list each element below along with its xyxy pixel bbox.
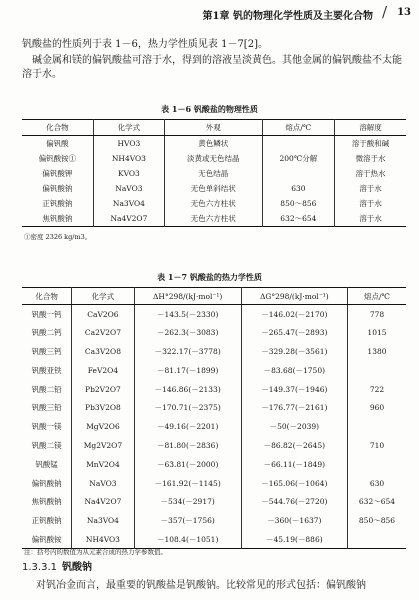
table-cell: 1380: [347, 342, 406, 361]
table-cell: 无色六方柱状: [164, 211, 262, 226]
table-cell: [347, 361, 406, 380]
section-title: 钒酸钠: [62, 562, 92, 573]
table-row: [22, 380, 406, 399]
table-row: [22, 474, 406, 493]
table1-header-cell: 外观: [164, 120, 262, 136]
table-cell: 溶于水: [335, 181, 406, 196]
table1-note: ①密度 2326 kg/m3。: [24, 233, 92, 241]
table-cell: NH4VO3: [93, 151, 164, 166]
table-cell: 钒酸锰: [35, 459, 58, 469]
table-cell: [262, 136, 335, 151]
table-cell: 960: [347, 398, 406, 417]
table-cell: 正钒酸钠: [42, 199, 73, 209]
table-cell: －176.77(－2161): [241, 398, 347, 417]
table-cell: 溶于热水: [335, 166, 406, 181]
table2-header-cell: ΔG°298/(kJ·mol⁻¹): [241, 288, 347, 305]
table-cell: 偏钒酸钠: [42, 184, 73, 194]
table2-header-cell: 化学式: [72, 288, 134, 305]
table2-header-cell: ΔH°298/(kJ·mol⁻¹): [134, 288, 241, 305]
table-cell: －81.17(－1899): [134, 361, 241, 380]
table-cell: [262, 166, 335, 181]
table-cell: 偏钒酸钾: [42, 168, 73, 178]
table-cell: －63.81(－2000): [134, 455, 241, 474]
table2-header-cell: 化合物: [22, 288, 72, 305]
table-cell: 钒酸三钙: [31, 346, 62, 356]
table-row: [22, 211, 406, 226]
table-cell: 632～654: [262, 211, 335, 226]
table2-header-cell: 熔点/℃: [347, 288, 406, 305]
table-cell: 焦钒酸钠: [31, 497, 62, 507]
table-cell: 无色单斜结状: [164, 181, 262, 196]
table-thermo-properties: [22, 287, 406, 549]
table-physical-properties: [22, 119, 406, 227]
paragraph-sodium-vanadate: 对钒冶金而言，最重要的钒酸盐是钒酸钠。比较常见的形式包括：偏钒酸钠: [36, 580, 366, 591]
page-header: [0, 4, 419, 24]
table-cell: 钒酸三铅: [31, 403, 62, 413]
table2-caption: 表 1－7 钒酸盐的热力学性质: [157, 272, 262, 282]
paragraph-properties-ref: 钒酸盐的性质列于表 1－6，热力学性质见表 1－7[2]。: [22, 39, 268, 50]
table-cell: －265.47(－2893): [241, 323, 347, 342]
table-cell: 钒酸一钙: [31, 309, 62, 319]
table-cell: －534(－2917): [134, 492, 241, 511]
table-cell: 钒酸亚铁: [31, 365, 62, 375]
paragraph-solubility: 碱金属和镁的偏钒酸盐可溶于水，得到的溶液呈淡黄色。其他金属的偏钒酸盐不太能溶于水。: [22, 55, 402, 80]
chapter-title: 第1章 钒的物理化学性质及主要化合物: [202, 11, 373, 22]
table-cell: Pb2V2O7: [72, 380, 134, 399]
table-row: [22, 181, 406, 196]
table-cell: 溶于水: [335, 211, 406, 226]
table-cell: －165.06(－1064): [241, 474, 347, 493]
table-row: [22, 196, 406, 211]
table-cell: －86.82(－2645): [241, 436, 347, 455]
header-divider: /: [381, 3, 387, 21]
table-cell: 淡黄或无色结晶: [164, 151, 262, 166]
table-cell: －322.17(－3778): [134, 342, 241, 361]
table-row: [22, 305, 406, 324]
table-cell: 溶于酸和碱: [335, 136, 406, 151]
table-row: [22, 323, 406, 342]
table1-header-cell: 化合物: [22, 120, 93, 136]
table-cell: Ca3V2O8: [72, 342, 134, 361]
table-cell: NaVO3: [93, 181, 164, 196]
table-cell: －81.80(－2836): [134, 436, 241, 455]
table-cell: －143.5(－2330): [134, 305, 241, 324]
table-row: [22, 166, 406, 181]
table-cell: 630: [262, 181, 335, 196]
table-cell: MgV2O6: [72, 417, 134, 436]
table-cell: 黄色鳞状: [164, 136, 262, 151]
table-row: [22, 455, 406, 474]
table2-note: 注：括号内的数值为从元素合成的热力学参数值。: [24, 548, 167, 556]
table-cell: 钒酸二钙: [31, 328, 62, 338]
table-cell: 1015: [347, 323, 406, 342]
table-cell: 钒酸一镁: [31, 422, 62, 432]
table-cell: HVO3: [93, 136, 164, 151]
table-cell: 632～654: [347, 492, 406, 511]
table-cell: 200℃分解: [262, 151, 335, 166]
table-row: [22, 417, 406, 436]
table-cell: －146.86(－2133): [134, 380, 241, 399]
table-cell: －83.68(－1750): [241, 361, 347, 380]
table1-header-cell: 溶解度: [335, 120, 406, 136]
table-cell: [347, 530, 406, 549]
table-row: [22, 342, 406, 361]
table-cell: －262.3(－3083): [134, 323, 241, 342]
table-cell: KVO3: [93, 166, 164, 181]
table-cell: 正钒酸钠: [31, 516, 62, 526]
table-row: [22, 511, 406, 530]
table-cell: Na4V2O7: [72, 492, 134, 511]
table-cell: 无色结晶: [164, 166, 262, 181]
table-cell: 无色六方柱状: [164, 196, 262, 211]
table-cell: 778: [347, 305, 406, 324]
table-cell: Na4V2O7: [93, 211, 164, 226]
table-cell: 偏钒酸钠: [31, 478, 62, 488]
table-cell: －146.02(－2170): [241, 305, 347, 324]
section-number: 1.3.3.1: [22, 562, 57, 573]
table-cell: －149.37(－1946): [241, 380, 347, 399]
table-cell: －108.4(－1051): [134, 530, 241, 549]
table-row: [22, 361, 406, 380]
table-row: [22, 398, 406, 417]
table-cell: [347, 455, 406, 474]
table-row: [22, 436, 406, 455]
table-cell: 850～856: [347, 511, 406, 530]
table-cell: [347, 417, 406, 436]
table-row: [22, 492, 406, 511]
table-cell: －544.76(－2720): [241, 492, 347, 511]
table-cell: 钒酸二镁: [31, 440, 62, 450]
table-cell: 630: [347, 474, 406, 493]
table-cell: 722: [347, 380, 406, 399]
table-row: [22, 151, 406, 166]
table1-header-cell: 化学式: [93, 120, 164, 136]
table-cell: Pb3V2O8: [72, 398, 134, 417]
table-cell: NH4VO3: [72, 530, 134, 549]
table-cell: －45.19(－886): [241, 530, 347, 549]
table-cell: 偏钒酸铵: [31, 534, 62, 544]
table-cell: 偏钒酸铵①: [38, 153, 77, 163]
table-cell: －357(－1756): [134, 511, 241, 530]
table-cell: －66.11(－1849): [241, 455, 347, 474]
table-cell: －170.71(－2375): [134, 398, 241, 417]
table1-header-cell: 熔点/℃: [262, 120, 335, 136]
table-cell: NaVO3: [72, 474, 134, 493]
table-cell: 850～856: [262, 196, 335, 211]
table-cell: Ca2V2O7: [72, 323, 134, 342]
table-cell: FeV2O4: [72, 361, 134, 380]
table-cell: －161.92(－1145): [134, 474, 241, 493]
table-cell: 710: [347, 436, 406, 455]
page-number: 13: [397, 7, 411, 18]
table-cell: Na3VO4: [72, 511, 134, 530]
table-cell: 溶于水: [335, 196, 406, 211]
table-cell: 钒酸二铅: [31, 384, 62, 394]
table1-caption: 表 1－6 钒酸盐的物理性质: [161, 104, 258, 114]
table-cell: MnV2O4: [72, 455, 134, 474]
table-cell: －50(－2039): [241, 417, 347, 436]
table-row: [22, 136, 406, 151]
table-cell: Na3VO4: [93, 196, 164, 211]
table-cell: CaV2O6: [72, 305, 134, 324]
table-cell: －49.16(－2201): [134, 417, 241, 436]
table-cell: Mg2V2O7: [72, 436, 134, 455]
table-cell: －329.28(－3561): [241, 342, 347, 361]
table-cell: 焦钒酸钠: [42, 214, 73, 224]
table-cell: 偏钒酸: [46, 138, 69, 148]
table-cell: 微溶于水: [335, 151, 406, 166]
section-heading: [22, 558, 92, 573]
table-cell: －360(－1637): [241, 511, 347, 530]
